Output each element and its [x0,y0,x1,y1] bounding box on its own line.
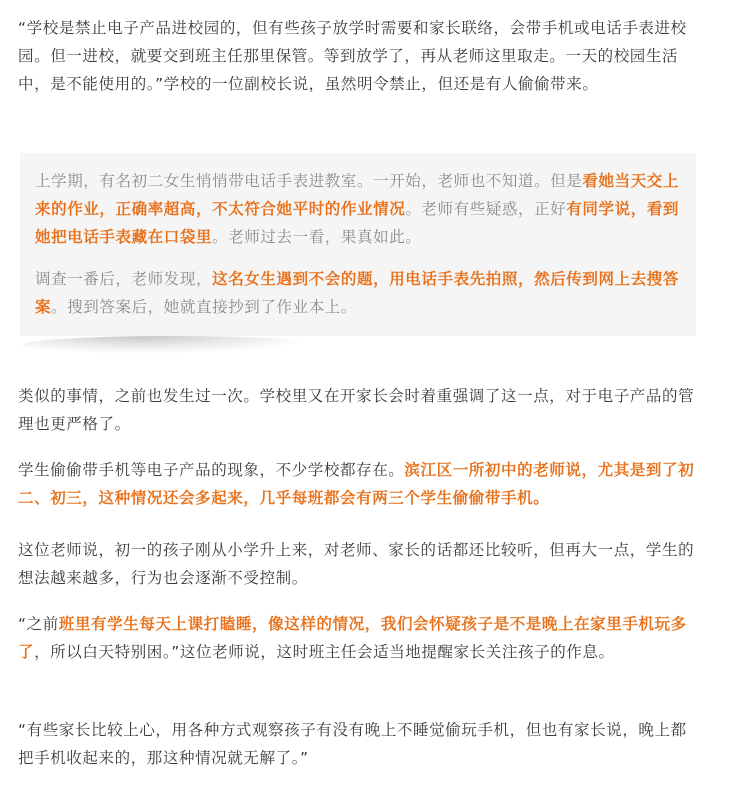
paragraph-principal-quote: “学校是禁止电子产品进校园的，但有些孩子放学时需要和家长联络，会带手机或电话手表进校园。但一进校，就要交到班主任那里保管。等到放学了，再从老师这里取走。一天的校园生活中，是不能使用的。”学校的一位副校长说，虽然明令禁止，但还是有人偷偷带来。 [18,19,687,93]
highlight-text: 看她当天交上来的作业，正确率超高，不太符合她平时的作业情况 [35,172,680,218]
highlight-text: 班里有学生每天上课打瞌睡，像这样的情况，我们会怀疑孩子是不是晚上在家里手机玩多了 [18,615,687,661]
paragraph-phenomenon [18,456,702,512]
quote-text: 。老师过去一看，果真如此。 [212,228,422,246]
highlight-text: 这名女生遇到不会的题，用电话手表先拍照，然后传到网上去搜答案 [35,270,680,316]
paragraph-text: “之前 [18,615,59,633]
quote-box [20,153,696,336]
quote-text: 上学期，有名初二女生悄悄带电话手表进教室。一开始，老师也不知道。但是 [35,172,583,190]
paragraph-text: 学生偷偷带手机等电子产品的现象，不少学校都存在。 [18,461,405,479]
highlight-text: 有同学说，看到她把电话手表藏在口袋里 [35,200,680,246]
quote-text: 调查一番后，老师发现， [35,270,213,288]
quote-paragraph-1 [35,167,682,251]
quote-text: 。老师有些疑惑，正好 [405,200,567,218]
paragraph-similar-incident: 类似的事情，之前也发生过一次。学校里又在开家长会时着重强调了这一点，对于电子产品的管理也更严格了。 [18,387,695,433]
paragraph-sleepy-students [18,610,702,666]
quote-paragraph-2 [35,265,682,321]
paragraph-parents: “有些家长比较上心，用各种方式观察孩子有没有晚上不睡觉偷玩手机，但也有家长说，晚上都把手机收起来的，那这种情况就无解了。” [18,721,687,767]
paragraph-teacher-explains: 这位老师说，初一的孩子刚从小学升上来，对老师、家长的话都还比较听，但再大一点，学生的想法越来越多，行为也会逐渐不受控制。 [18,541,695,587]
highlight-text: 滨江区一所初中的老师说，尤其是到了初二、初三，这种情况还会多起来，几乎每班都会有两三个学生偷偷带手机。 [18,461,695,507]
quote-text: 。搜到答案后，她就直接抄到了作业本上。 [51,298,358,316]
paragraph-text: ，所以白天特别困。”这位老师说，这时班主任会适当地提醒家长关注孩子的作息。 [34,643,615,661]
quote-box-shadow [22,336,322,354]
